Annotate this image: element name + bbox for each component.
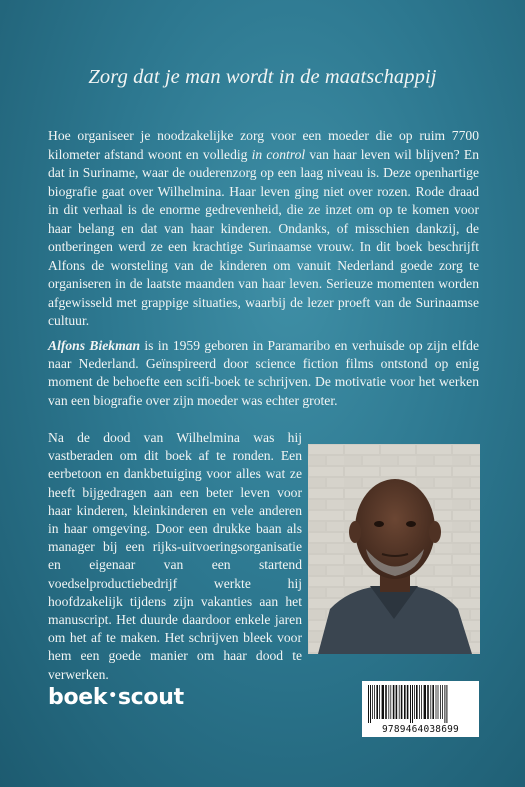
barcode-bar [372,685,373,719]
barcode-bar [430,685,431,719]
barcode-bar [427,685,429,719]
barcode-bar [436,685,437,719]
author-bio-intro [48,337,479,410]
barcode-bar [390,685,391,719]
barcode-bar [396,685,398,719]
publisher-logo-part2: scout [117,685,184,710]
author-bio-continued: Na de dood van Wilhelmina was hij vastberaden om dit boek af te ronden. Een eerbetoon en dankbetuiging voor alles wat ze heeft bijgedragen aan een beter leven voor haar kinderen, kleinkinderen en vele anderen in haar omgeving. Door een drukke baan als manager bij een rijks-uitvoeringsorganisatie en eigenaar van een startend voedselproductiebedrijf werkte hij hoofdzakelijk tijdens zijn vakanties aan het manuscript. Het duurde daardoor enkele jaren om het af te maken. Het schrijven bleek voor hem een goede manier om haar dood te verwerken. [48,430,302,682]
publisher-logo-part1: bo [48,685,79,710]
barcode-bar [444,685,445,723]
blurb-text-1: Hoe organiseer je noodzakelijke zorg voor een moeder die op ruim 7700 kilometer afstand woont en volledig [48,128,479,162]
publisher-logo-dot: • [108,688,117,704]
barcode-bar [442,685,443,719]
barcode-bar [374,685,375,719]
barcode-bar [388,685,389,719]
barcode-bar [401,685,403,719]
barcode-bar [370,685,371,723]
barcode-bar [379,685,380,719]
barcode-bar [385,685,387,719]
barcode-bar [416,685,418,719]
barcode-bar [419,685,420,719]
barcode-bar [421,685,422,719]
barcode-bar [368,685,369,723]
author-photo [308,444,480,654]
barcode-bar [399,685,400,719]
blurb-text-2: van haar leven wil blijven? En dat in Suriname, waar de ouderenzorg op een laag niveau is. Deze openhartige biografie gaat over Wilhelmina. Haar leven ging niet over rozen. Rode draad in dit verhaal is de enorme gedrevenheid, die ze inzet om op te komen voor haar belang en dat van haar kinderen. Ondanks, of misschien dankzij, de ontberingen werd ze een krachtige Surinaamse vrouw. In dit boek beschrijft Alfons de worsteling van de kinderen om vanuit Nederland goede zorg te organiseren in de laatste maanden van haar leven. Serieuze momenten worden afgewisseld met grappige situaties, waarbij de lezer proeft van de Surinaamse cultuur. [48,146,479,328]
back-cover-blurb [48,127,479,331]
barcode-bar [414,685,415,719]
barcode-bar [407,685,409,719]
barcode-bar [432,685,434,719]
barcode-bar [446,685,447,723]
barcode-bar [376,685,378,719]
isbn-number: 9789464038699 [382,724,459,735]
tagline: Zorg dat je man wordt in de maatschappij [88,66,437,88]
barcode-bar [410,685,411,723]
barcode-bar [393,685,395,719]
isbn-barcode-image [362,681,479,725]
barcode-bar [404,685,406,719]
author-name: Alfons Biekman [48,338,141,353]
barcode-bar [424,685,426,719]
barcode-bar [438,685,439,719]
publisher-logo-highlight: ek [78,685,108,710]
isbn-barcode [362,681,479,737]
barcode-bar [440,685,441,719]
author-bio-text: is in 1959 geboren in Paramaribo en verhuisde op zijn elfde naar Nederland. Geïnspireerd door science fiction films ontstond op enig moment de behoefte een scifi-boek te schrijven. De motivatie voor het werken van een biografie over zijn moeder was echter groter. [48,338,479,408]
barcode-bar [382,685,384,719]
barcode-bar [412,685,413,723]
blurb-emphasis: in control [251,146,306,162]
publisher-logo [48,685,184,710]
author-portrait-image [308,444,480,654]
